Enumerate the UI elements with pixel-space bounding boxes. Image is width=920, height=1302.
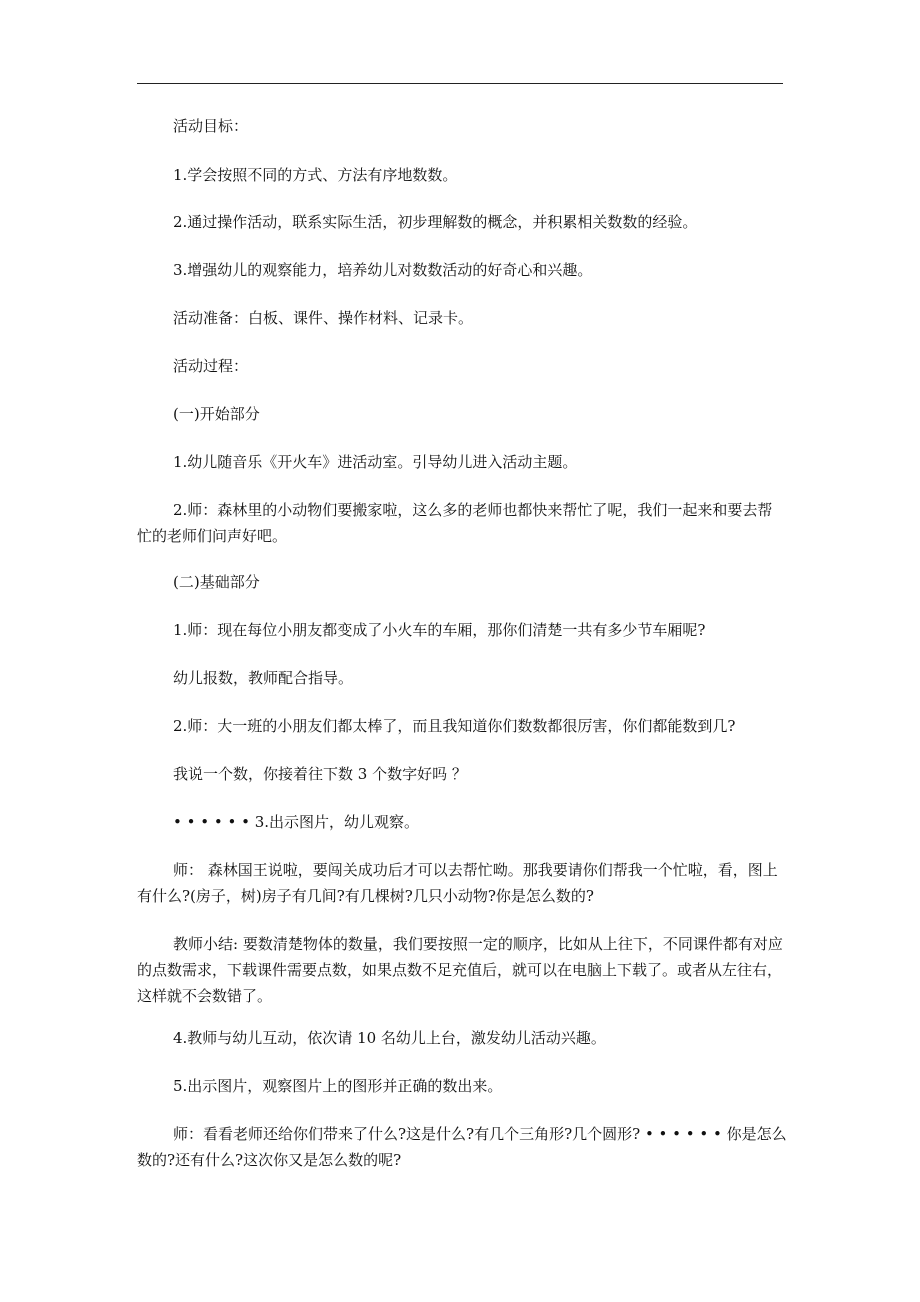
basic-step-2: 2.师：大一班的小朋友们都太棒了，而且我知道你们数数都很厉害，你们都能数到几? [173, 717, 736, 735]
section-basic: (二)基础部分 [173, 573, 260, 591]
goal-2: 2.通过操作活动，联系实际生活，初步理解数的概念，并积累相关数数的经验。 [173, 213, 698, 231]
header-rule [137, 83, 783, 84]
section-opening: (一)开始部分 [173, 405, 260, 423]
teacher-shapes-question: 师：看看老师还给你们带来了什么?这是什么?有几个三角形?几个圆形? • • • • • • 你是怎么数的?还有什么?这次你又是怎么数的呢? [137, 1125, 787, 1169]
goal-1: 1.学会按照不同的方式、方法有序地数数。 [173, 166, 458, 184]
basic-step-3: • • • • • • 3.出示图片，幼儿观察。 [173, 813, 420, 831]
heading-activity-process: 活动过程： [173, 357, 249, 375]
count-on-prompt: 我说一个数，你接着往下数 3 个数字好吗 ？ [173, 765, 467, 783]
children-count-note: 幼儿报数，教师配合指导。 [173, 669, 354, 687]
step-5-shapes: 5.出示图片，观察图片上的图形并正确的数出来。 [173, 1077, 503, 1095]
step-4-interaction: 4.教师与幼儿互动，依次请 10 名幼儿上台，激发幼儿活动兴趣。 [173, 1029, 606, 1047]
basic-step-1: 1.师：现在每位小朋友都变成了小火车的车厢，那你们清楚一共有多少节车厢呢? [173, 621, 706, 639]
opening-step-1: 1.幼儿随音乐《开火车》进活动室。引导幼儿进入活动主题。 [173, 453, 578, 471]
opening-step-2: 2.师：森林里的小动物们要搬家啦，这么多的老师也都快来帮忙了呢，我们一起来和要去帮忙的老师们问声好吧。 [137, 501, 773, 545]
activity-preparation: 活动准备：白板、课件、操作材料、记录卡。 [173, 309, 474, 327]
heading-activity-goals: 活动目标： [173, 117, 249, 135]
teacher-summary: 教师小结: 要数清楚物体的数量，我们要按照一定的顺序，比如从上往下，不同课件都有对应的点数需求，下载课件需要点数，如果点数不足充值后，就可以在电脑上下载了。或者从左往右，这样就不会数错了。 [137, 935, 783, 1005]
teacher-forest-king: 师： 森林国王说啦，要闯关成功后才可以去帮忙呦。那我要请你们帮我一个忙啦，看，图上有什么?(房子，树)房子有几间?有几棵树?几只小动物?你是怎么数的? [137, 861, 778, 905]
goal-3: 3.增强幼儿的观察能力，培养幼儿对数数活动的好奇心和兴趣。 [173, 261, 593, 279]
